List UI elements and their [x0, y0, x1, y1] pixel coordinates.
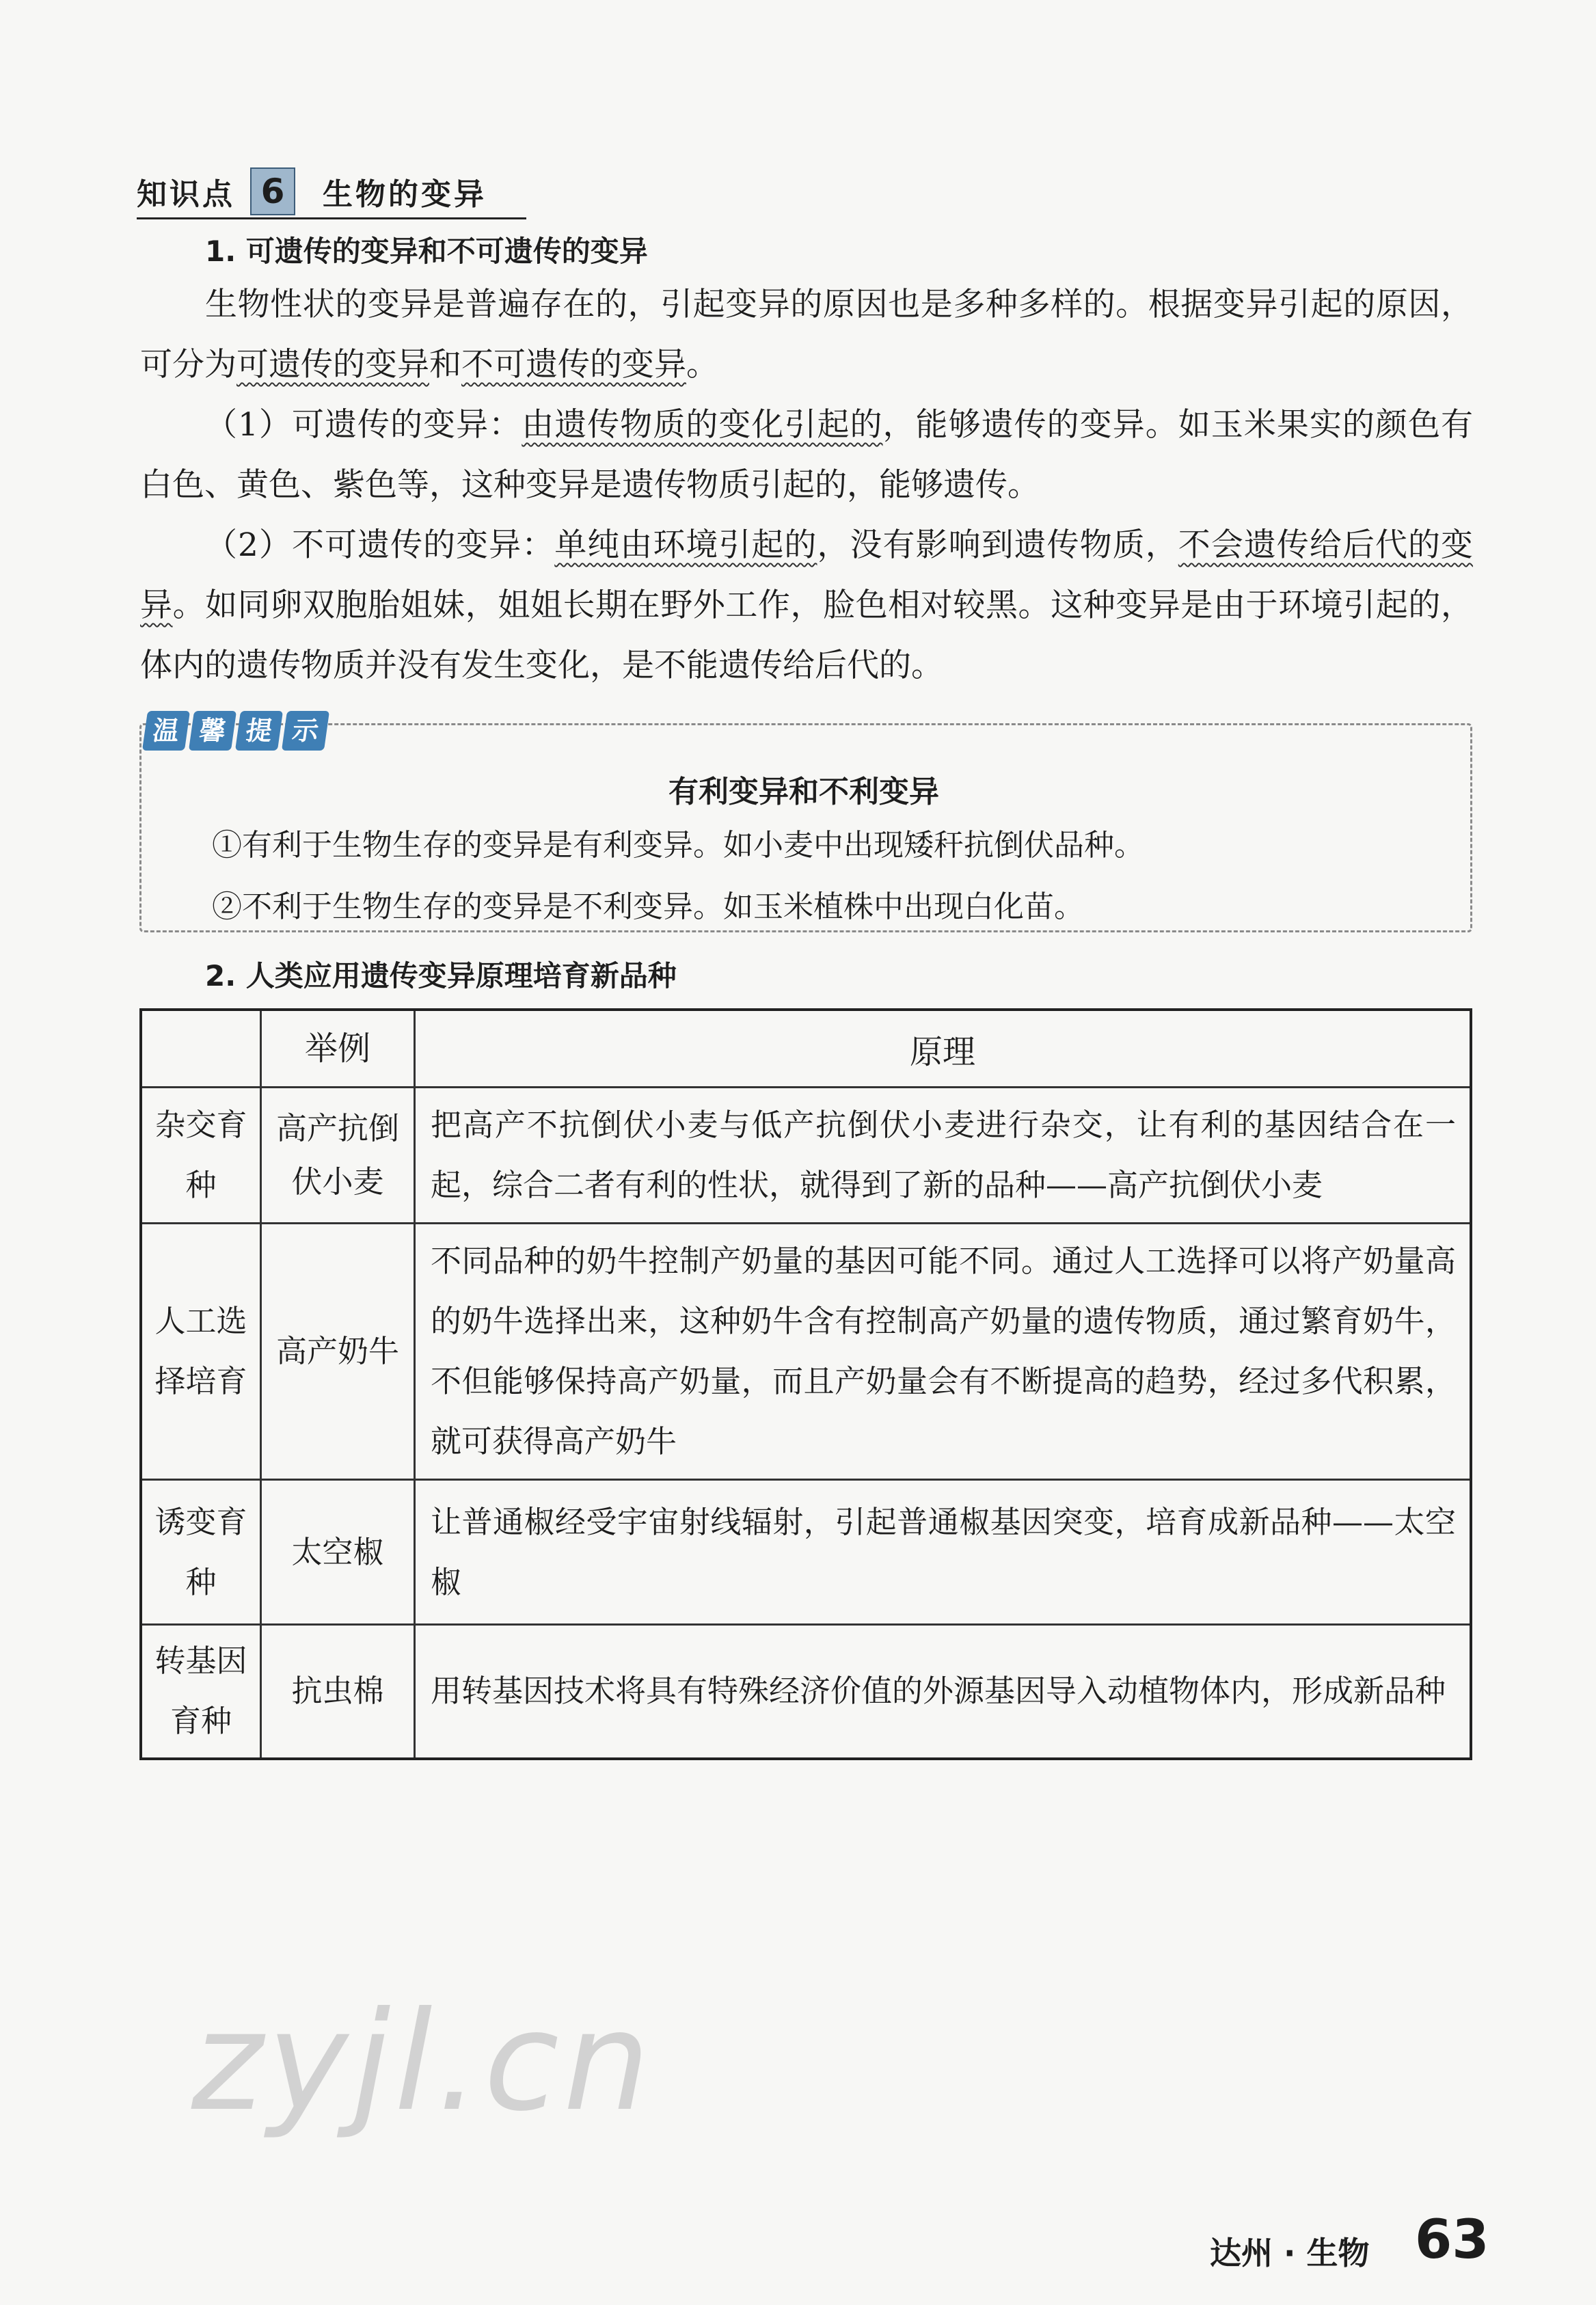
section2-heading: 2. 人类应用遗传变异原理培育新品种: [205, 959, 677, 993]
header-underline: [137, 217, 526, 219]
breeding-table: [139, 1008, 1472, 1760]
table-row: [141, 1625, 1471, 1759]
example-cell: 高产奶牛: [261, 1224, 415, 1480]
paragraph-1: 生物性状的变异是普遍存在的，引起变异的原因也是多种多样的。根据变异引起的原因，可分为可遗传的变异和不可遗传的变异。: [140, 286, 1473, 383]
knowledge-point-number: 6: [250, 167, 295, 215]
section1-body: [140, 275, 1473, 696]
tip-item: ①有利于生物生存的变异是有利变异。如小麦中出现矮秆抗倒伏品种。: [212, 828, 1144, 863]
paragraph-2: （1）可遗传的变异：由遗传物质的变化引起的，能够遗传的变异。如玉米果实的颜色有白色、黄色、紫色等，这种变异是遗传物质引起的，能够遗传。: [140, 406, 1474, 504]
principle-cell: 用转基因技术将具有特殊经济价值的外源基因导入动植物体内，形成新品种: [415, 1625, 1472, 1759]
key-term: 不会遗传给后代的变异: [140, 526, 1474, 624]
section1-heading: 1. 可遗传的变异和不可遗传的变异: [205, 234, 648, 268]
page-number: 63: [1415, 2209, 1489, 2271]
table-header-row: [141, 1010, 1471, 1088]
knowledge-point-label: 知识点: [137, 177, 235, 212]
tip-item: ②不利于生物生存的变异是不利变异。如玉米植株中出现白化苗。: [212, 889, 1084, 924]
footer-subject: 达州 · 生物: [1210, 2235, 1370, 2272]
tip-tag: 温 馨 提 示: [145, 711, 327, 751]
column-header: 举例: [261, 1010, 415, 1088]
watermark: zyjl.cn: [191, 1982, 654, 2142]
principle-cell: 不同品种的奶牛控制产奶量的基因可能不同。通过人工选择可以将产奶量高的奶牛选择出来，这种奶牛含有控制高产奶量的遗传物质，通过繁育奶牛，不但能够保持高产奶量，而且产奶量会有不断提高的趋势，经过多代积累，就可获得高产奶牛: [415, 1224, 1472, 1480]
knowledge-point-header: [137, 164, 487, 219]
key-term: 不可遗传的变异: [461, 346, 686, 383]
table-row: [141, 1480, 1471, 1625]
example-cell: 高产抗倒伏小麦: [261, 1088, 415, 1224]
method-cell: 杂交育种: [141, 1088, 261, 1224]
table-row: [141, 1224, 1471, 1480]
key-term: 单纯由环境引起的: [554, 526, 817, 564]
method-cell: 诱变育种: [141, 1480, 261, 1625]
key-term: 由遗传物质的变化引起的: [522, 406, 883, 444]
method-cell: 人工选择培育: [141, 1224, 261, 1480]
principle-cell: 把高产不抗倒伏小麦与低产抗倒伏小麦进行杂交，让有利的基因结合在一起，综合二者有利的性状，就得到了新的品种——高产抗倒伏小麦: [415, 1088, 1472, 1224]
example-cell: 太空椒: [261, 1480, 415, 1625]
column-header: 原理: [415, 1010, 1472, 1088]
column-header: [141, 1010, 261, 1088]
paragraph-3: （2）不可遗传的变异：单纯由环境引起的，没有影响到遗传物质，不会遗传给后代的变异。如同卵双胞胎姐妹，姐姐长期在野外工作，脸色相对较黑。这种变异是由于环境引起的，体内的遗传物质并没有发生变化，是不能遗传给后代的。: [140, 526, 1474, 684]
key-term: 可遗传的变异: [236, 346, 429, 383]
table-row: [141, 1088, 1471, 1224]
example-cell: 抗虫棉: [261, 1625, 415, 1759]
method-cell: 转基因育种: [141, 1625, 261, 1759]
tip-title: 有利变异和不利变异: [668, 774, 939, 809]
principle-cell: 让普通椒经受宇宙射线辐射，引起普通椒基因突变，培育成新品种——太空椒: [415, 1480, 1472, 1625]
section-title: 生物的变异: [323, 177, 487, 212]
